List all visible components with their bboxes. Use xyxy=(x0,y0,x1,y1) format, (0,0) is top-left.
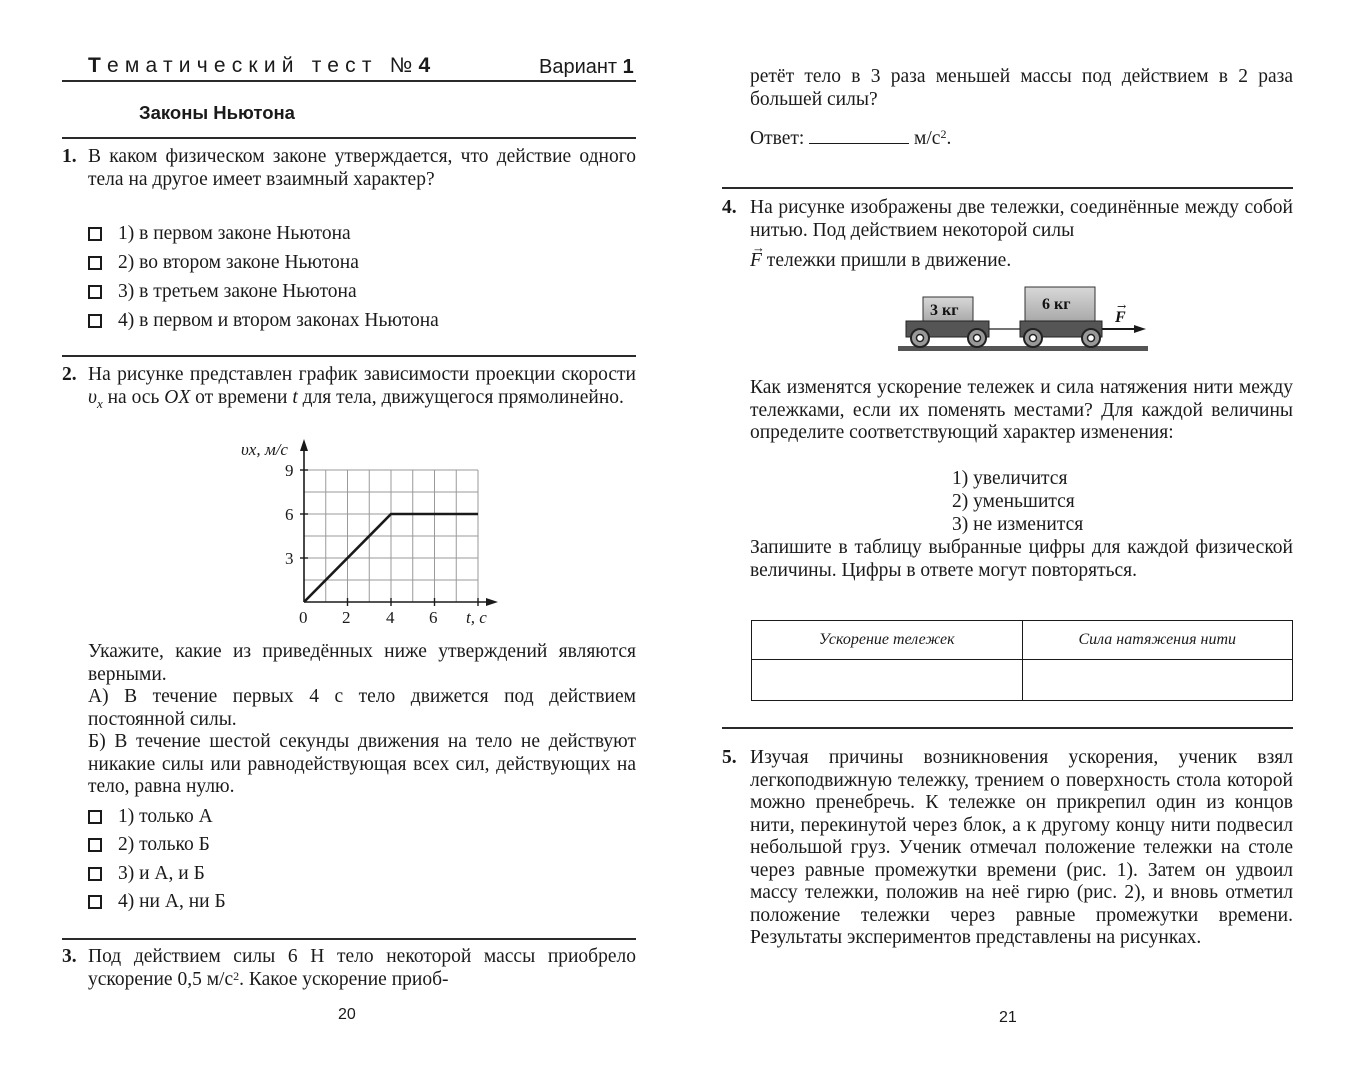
page-number-right: 21 xyxy=(999,1009,1017,1026)
grid xyxy=(304,470,478,602)
variant-label xyxy=(539,56,634,79)
q2-option-3[interactable] xyxy=(88,863,205,885)
question-2-text xyxy=(88,364,636,415)
question-divider xyxy=(62,938,636,940)
force-arrowhead-icon xyxy=(1134,325,1146,333)
y-axis-arrow xyxy=(300,439,308,451)
cart2-label: 6 кг xyxy=(1042,296,1071,313)
question-3-continued: ретёт тело в 3 раза меньшей массы под действием в 2 раза большей силы? xyxy=(750,66,1293,110)
force-vector xyxy=(750,240,765,273)
variant-number: 1 xyxy=(622,56,634,78)
option-label: 3) в третьем законе Ньютона xyxy=(118,281,357,302)
force-label: F xyxy=(1115,309,1126,326)
question-divider xyxy=(722,727,1293,729)
question-1-text: В каком физическом законе утверждается, что действие одного тела на другое имеет взаимный характер? xyxy=(88,146,636,190)
q4-question: Как изменятся ускорение тележек и сила натяжения нити между тележками, если их поменять местами? Для каждой величины определите соответствующий характер изменения: xyxy=(750,377,1293,443)
superscript: 2 xyxy=(940,127,947,141)
vx-symbol: υ xyxy=(88,386,97,408)
option-label: 1) только А xyxy=(118,806,213,827)
carts-figure xyxy=(890,280,1170,380)
answer-unit: м/с xyxy=(914,128,941,149)
force-symbol: F xyxy=(750,250,762,271)
checkbox[interactable] xyxy=(88,895,102,909)
y-tick-6: 6 xyxy=(285,505,294,524)
q4-choice-2: 2) уменьшится xyxy=(952,491,1075,512)
answer-cell-acceleration[interactable] xyxy=(752,660,1023,701)
t-symbol: t xyxy=(292,386,298,408)
x-tick-2: 2 xyxy=(342,608,351,627)
q4-choice-1: 1) увеличится xyxy=(952,468,1068,489)
q2-statement-a: А) В течение первых 4 с тело движется под действием постоянной силы. xyxy=(88,686,636,730)
question-number: 4. xyxy=(722,197,737,218)
y-tick-3: 3 xyxy=(285,549,294,568)
answer-label: Ответ: xyxy=(750,128,805,149)
option-label: 4) в первом и втором законах Ньютона xyxy=(118,310,439,331)
table-header-tension: Сила натяжения нити xyxy=(1022,621,1293,660)
svg-text:→: → xyxy=(1117,300,1127,313)
checkbox[interactable] xyxy=(88,810,102,824)
y-axis-label: υx, м/с xyxy=(241,440,288,459)
header-divider xyxy=(62,80,636,82)
question-number: 2. xyxy=(62,364,77,385)
question-4-text-end xyxy=(750,240,1012,273)
q4-instruction: Запишите в таблицу выбранные цифры для каждой физической величины. Цифры в ответе могут повторяться. xyxy=(750,537,1293,581)
text-segment: от времени xyxy=(190,386,293,408)
question-5-text: Изучая причины возникновения ускорения, ученик взял легкоподвижную тележку, трением о поверхность стола которой можно пренебречь. К тележке он прикрепил один из концов нити, перекинутой через блок, а к другому концу нити подвесил небольшой груз. Ученик отмечал положение тележки на столе через равные промежутки времени (рис. 1). Затем он удвоил массу тележки, положив на неё гирю (рис. 2), и вновь отметил положение тележки через равные промежутки времени. Результаты экспериментов представлены на рисунках. xyxy=(750,747,1293,948)
option-label: 1) в первом законе Ньютона xyxy=(118,223,351,244)
test-title xyxy=(88,54,436,78)
section-divider xyxy=(62,137,636,139)
option-label: 2) во втором законе Ньютона xyxy=(118,252,359,273)
q2-statement-b: Б) В течение шестой секунды движения на тело не действуют никакие силы или равнодействующая всех сил, действующих на тело, равна нулю. xyxy=(88,731,636,797)
superscript: 2 xyxy=(233,968,240,983)
checkbox[interactable] xyxy=(88,285,102,299)
question-3-text xyxy=(88,946,636,991)
title-first-letter: Т xyxy=(88,54,108,77)
text-segment: для тела, движущегося прямолинейно. xyxy=(297,386,624,408)
answer-table xyxy=(751,620,1293,701)
option-label: 2) только Б xyxy=(118,834,210,855)
ground xyxy=(898,346,1148,351)
answer-line xyxy=(750,127,951,151)
page-number-left: 20 xyxy=(338,1006,356,1023)
checkbox[interactable] xyxy=(88,838,102,852)
q4-choice-3: 3) не изменится xyxy=(952,514,1084,535)
text-segment: . Какое ускорение приоб- xyxy=(239,968,449,990)
q2-option-4[interactable] xyxy=(88,891,226,913)
cart1-label: 3 кг xyxy=(930,302,959,319)
q2-prompt: Укажите, какие из приведённых ниже утверждений являются верными. xyxy=(88,641,636,685)
x-tick-6: 6 xyxy=(429,608,438,627)
vector-arrow-icon: → xyxy=(752,240,765,255)
vx-subscript: x xyxy=(96,395,103,411)
q1-option-2[interactable] xyxy=(88,252,359,274)
q2-option-1[interactable] xyxy=(88,806,213,828)
answer-cell-tension[interactable] xyxy=(1022,660,1293,701)
checkbox[interactable] xyxy=(88,256,102,270)
x-axis-label: t, с xyxy=(466,608,487,627)
title-rest: ематический тест № xyxy=(107,54,419,77)
axis-name: OX xyxy=(164,386,191,408)
question-number: 5. xyxy=(722,747,737,768)
question-divider xyxy=(62,355,636,357)
question-divider xyxy=(722,187,1293,189)
option-label: 3) и А, и Б xyxy=(118,863,205,884)
table-header-acceleration: Ускорение тележек xyxy=(752,621,1023,660)
section-title: Законы Ньютона xyxy=(139,102,295,123)
text-segment: . xyxy=(946,128,952,149)
q1-option-1[interactable] xyxy=(88,223,351,245)
y-tick-9: 9 xyxy=(285,461,294,480)
answer-input[interactable] xyxy=(809,127,909,144)
checkbox[interactable] xyxy=(88,314,102,328)
text-segment: На рисунке представлен график зависимости проекции скорости xyxy=(88,364,636,385)
text-segment: на ось xyxy=(102,386,165,408)
checkbox[interactable] xyxy=(88,867,102,881)
x-tick-0: 0 xyxy=(299,608,308,627)
option-label: 4) ни А, ни Б xyxy=(118,891,226,912)
checkbox[interactable] xyxy=(88,227,102,241)
question-number: 3. xyxy=(62,946,77,967)
test-number: 4 xyxy=(418,54,437,77)
x-axis-arrow xyxy=(486,598,498,606)
text-segment: тележки пришли в движение. xyxy=(761,250,1012,271)
question-4-text: На рисунке изображены две тележки, соединённые между собой нитью. Под действием некоторой силы xyxy=(750,197,1293,241)
question-number: 1. xyxy=(62,146,77,167)
x-tick-4: 4 xyxy=(386,608,395,627)
q2-option-2[interactable] xyxy=(88,834,210,856)
q1-option-4[interactable] xyxy=(88,310,439,332)
variant-text: Вариант xyxy=(539,56,618,78)
velocity-time-graph xyxy=(230,435,510,635)
text-segment: Под действием силы 6 Н тело некоторой массы приобрело ускорение 0,5 м/с xyxy=(88,946,636,990)
q1-option-3[interactable] xyxy=(88,281,357,303)
